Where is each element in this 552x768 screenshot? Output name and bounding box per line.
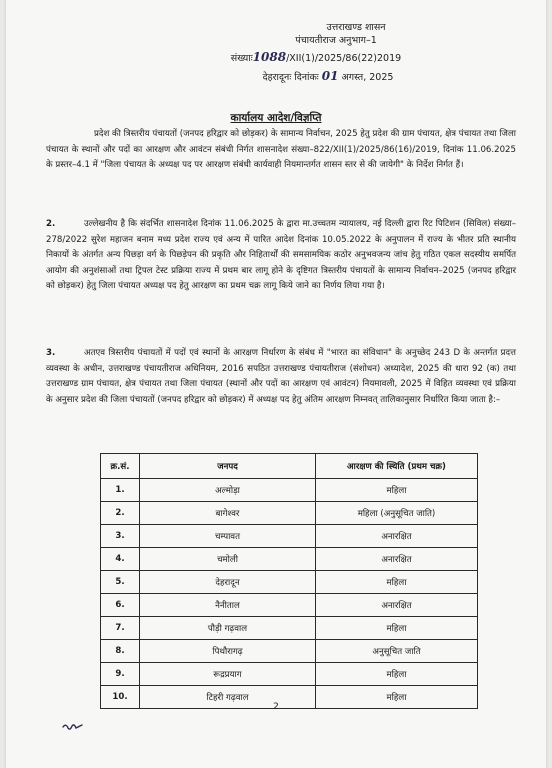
reservation-cell: महिला	[316, 617, 478, 640]
paragraph-1-text: प्रदेश की त्रिस्तरीय पंचायतों (जनपद हरिद्वार को छोड़कर) के सामान्य निर्वाचन, 2025 हेतु प्रदेश की ग्राम पंचायत, क्षेत्र पंचायत तथा जिला पंचायत के स्थानों और पदों का आरक्षण और आवंटन संबंधी निर्गत शासनादेश संख्या–822/XII(1)/2025/86(16)/2019, दिनांक 11.06.2025 के प्रस्तर–4.1 में "जिला पंचायत के अध्यक्ष पद पर आरक्षण संबंधी कार्यवाही नियमान्तर्गत शासन स्तर से की जायेगी" के निर्देश निर्गत हैं।	[46, 129, 516, 170]
table-row	[101, 640, 478, 663]
paragraph-2	[46, 217, 516, 295]
serial-cell: 5.	[101, 571, 140, 594]
handwritten-initial-mark	[62, 722, 84, 732]
serial-cell: 1.	[101, 479, 140, 502]
serial-cell: 3.	[101, 525, 140, 548]
table-row	[101, 571, 478, 594]
serial-cell: 6.	[101, 594, 140, 617]
paragraph-1	[46, 127, 516, 174]
table-row	[101, 479, 478, 502]
district-cell: देहरादून	[140, 571, 316, 594]
district-cell: नैनीताल	[140, 594, 316, 617]
header-reservation-status: आरक्षण की स्थिति (प्रथम चक्र)	[316, 454, 478, 479]
table-row	[101, 548, 478, 571]
document-page	[6, 0, 546, 768]
order-date-prefix: देहरादूनः दिनांकः	[262, 72, 319, 83]
table-header-row	[101, 454, 478, 479]
reservation-cell: अनारक्षित	[316, 548, 478, 571]
header-district: जनपद	[140, 454, 316, 479]
order-number-handwritten: 1088	[252, 50, 287, 64]
paragraph-2-number: 2.	[46, 219, 56, 229]
order-date	[58, 69, 552, 83]
order-number-prefix: संख्याः	[230, 53, 253, 64]
district-cell: बागेश्वर	[140, 502, 316, 525]
document-heading: कार्यालय आदेश/विज्ञप्ति	[230, 112, 322, 124]
table-row	[101, 502, 478, 525]
reservation-cell: अनारक्षित	[316, 525, 478, 548]
order-date-handwritten: 01	[321, 69, 339, 83]
serial-cell: 4.	[101, 548, 140, 571]
district-cell: चम्पावत	[140, 525, 316, 548]
header-serial: क्र.सं.	[101, 454, 140, 479]
reservation-cell: महिला (अनुसूचित जाति)	[316, 502, 478, 525]
reservation-cell: अनारक्षित	[316, 594, 478, 617]
reservation-table	[100, 453, 478, 709]
reservation-cell: महिला	[316, 571, 478, 594]
serial-cell: 8.	[101, 640, 140, 663]
paragraph-3-number: 3.	[46, 348, 56, 358]
serial-cell: 7.	[101, 617, 140, 640]
serial-cell: 10.	[101, 686, 140, 709]
table-row	[101, 525, 478, 548]
paragraph-3-text: अतएव त्रिस्तरीय पंचायतों में पदों एवं स्थानों के आरक्षण निर्धारण के संबंध में "भारत का संविधान" के अनुच्छेद 243 D के अन्तर्गत प्रदत्त व्यवस्था के अधीन, उत्तराखण्ड पंचायतीराज अधिनियम, 2016 सपठित उत्तराखण्ड पंचायतीराज (संशोधन) अध्यादेश, 2025 की धारा 92 (क) तथा उत्तराखण्ड ग्राम पंचायत, क्षेत्र पंचायत तथा जिला पंचायत (स्थानों और पदों का आरक्षण एवं आवंटन) नियमावली, 2025 में विहित व्यवस्था एवं प्रक्रिया के अनुसार प्रदेश की जिला पंचायतों (जनपद हरिद्वार को छोड़कर) में अध्यक्ष पद हेतु अंतिम आरक्षण निम्नवत् तालिकानुसार निर्धारित किया जाता है:–	[46, 348, 516, 405]
paragraph-3	[46, 346, 516, 408]
serial-cell: 9.	[101, 663, 140, 686]
order-date-suffix: अगस्त, 2025	[341, 72, 394, 83]
order-number-suffix: /XII(1)/2025/86(22)2019	[286, 53, 402, 64]
paragraph-2-text: उल्लेखनीय है कि संदर्भित शासनादेश दिनांक 11.06.2025 के द्वारा मा.उच्चतम न्यायालय, नई दिल्ली द्वारा रिट पिटिशन (सिविल) संख्या–278/2022 सुरेश महाजन बनाम मध्य प्रदेश राज्य एवं अन्य में पारित आदेश दिनांक 10.05.2022 के अनुपालन में राज्य के भीतर प्रति स्थानीय निकायों के अंतर्गत अन्य पिछड़ा वर्ग के पिछड़ेपन की प्रकृति और निहितार्थों की समसामयिक कठोर अनुभवजन्य जांच हेतु गठित एकल सदस्यीय समर्पित आयोग की अनुशंसाओं तथा ट्रिपल टेस्ट प्रक्रिया राज्य में प्रथम बार लागू होने के दृष्टिगत त्रिस्तरीय पंचायतों के सामान्य निर्वाचन–2025 (जनपद हरिद्वार को छोड़कर) हेतु जिला पंचायत अध्यक्ष पद हेतु आरक्षण का प्रथम चक्र लागू किये जाने का निर्णय लिया गया है।	[46, 219, 516, 291]
table-row	[101, 663, 478, 686]
reservation-cell: अनुसूचित जाति	[316, 640, 478, 663]
district-cell: पौड़ी गढ़वाल	[140, 617, 316, 640]
reservation-cell: महिला	[316, 686, 478, 709]
serial-cell: 2.	[101, 502, 140, 525]
department-name: पंचायतीराज अनुभाग–1	[295, 35, 377, 46]
government-name: उत्तराखण्ड शासन	[326, 22, 386, 33]
reservation-cell: महिला	[316, 663, 478, 686]
district-cell: पिथौरागढ़	[140, 640, 316, 663]
district-cell: टिहरी गढ़वाल	[140, 686, 316, 709]
reservation-cell: महिला	[316, 479, 478, 502]
district-cell: अल्मोड़ा	[140, 479, 316, 502]
district-cell: चमोली	[140, 548, 316, 571]
district-cell: रूद्रप्रयाग	[140, 663, 316, 686]
page-number: 2	[273, 702, 279, 712]
table-row	[101, 594, 478, 617]
order-number	[46, 50, 552, 64]
table-row	[101, 617, 478, 640]
